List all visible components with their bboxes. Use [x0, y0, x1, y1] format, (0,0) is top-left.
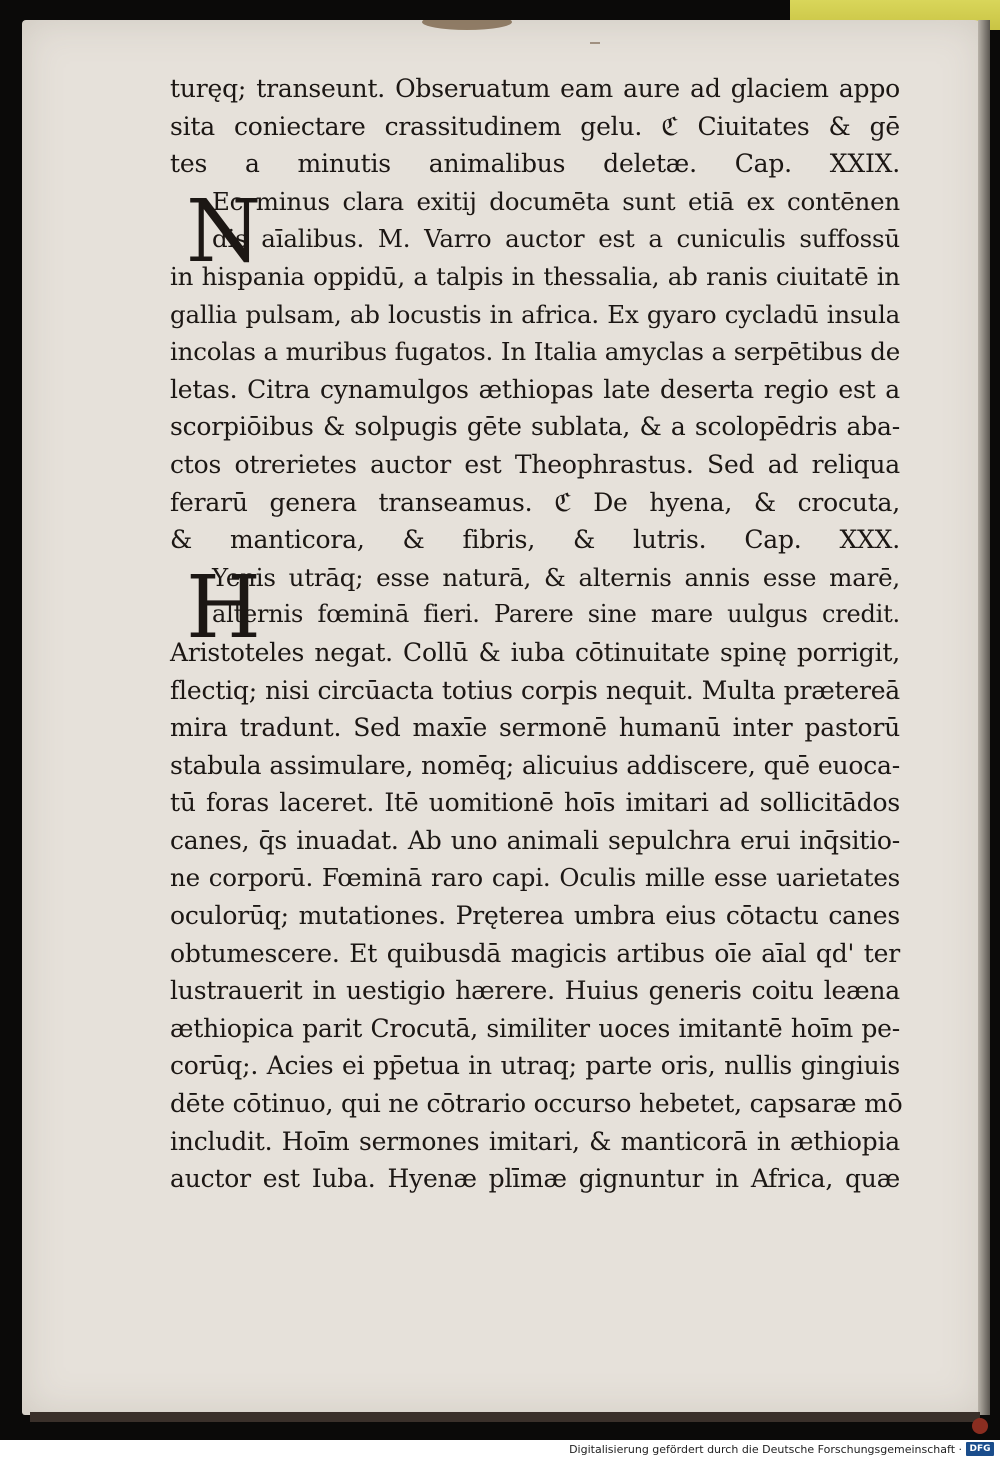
text-line: letas. Citra cynamulgos æthiopas late deserta regio est a: [170, 374, 900, 404]
text-line: Aristoteles negat. Collū & iuba cōtinuitate spinę porrigit,: [170, 637, 900, 667]
text-line: tū foras laceret. Itē uomitionē hoīs imitari ad sollicitādos: [170, 788, 900, 818]
text-line: & manticora, & fibris, & lutris. Cap. XXX.: [170, 525, 900, 555]
text-line: tes a minutis animalibus deletæ. Cap. XXIX.: [170, 149, 900, 179]
text-line: mira tradunt. Sed maxīe sermonē humanū inter pastorū: [170, 713, 900, 743]
text-line: oculorūq; mutationes. Pręterea umbra eius cōtactu canes: [170, 901, 900, 931]
red-seal-mark: [972, 1418, 988, 1434]
digitization-credit: Digitalisierung gefördert durch die Deutsche Forschungsgemeinschaft ·: [569, 1443, 962, 1456]
text-line: incolas a muribus fugatos. In Italia amyclas a serpētibus de: [170, 337, 900, 367]
footer-bar: [0, 1440, 1000, 1460]
text-line: Yenis utrāq; esse naturā, & alternis annis esse marē,: [212, 562, 900, 592]
text-line: obtumescere. Et quibusdā magicis artibus oīe aīal qd' ter: [170, 938, 900, 968]
text-line: ctos otrerietes auctor est Theophrastus. Sed ad reliqua: [170, 449, 900, 479]
text-line: corūq;. Acies ei pp̄etua in utraq; parte oris, nullis gingiuis: [170, 1051, 900, 1081]
drop-cap-n: N: [186, 182, 262, 282]
text-line: æthiopica parit Crocutā, similiter uoces imitantē hoīm pe-: [170, 1013, 900, 1043]
ink-blot: [422, 20, 512, 30]
page-edge-shadow: [978, 20, 990, 1415]
text-line: ne corporū. Fœminā raro capi. Oculis mille esse uarietates: [170, 863, 900, 893]
text-line: gallia pulsam, ab locustis in africa. Ex gyaro cycladū insula: [170, 299, 900, 329]
page-mark: [590, 42, 600, 44]
body-text: [170, 70, 903, 1198]
text-line: ferarū genera transeamus. ℭ De hyena, & crocuta,: [170, 487, 900, 517]
text-line: lustrauerit in uestigio hærere. Huius generis coitu leæna: [170, 976, 900, 1006]
text-line: alternis fœminā fieri. Parere sine mare uulgus credit.: [212, 600, 900, 629]
book-bottom-edge: [30, 1412, 980, 1422]
text-line: stabula assimulare, nomēq; alicuius addiscere, quē euoca-: [170, 750, 900, 780]
text-line: canes, q̄s inuadat. Ab uno animali sepulchra erui inq̄sitio-: [170, 825, 900, 855]
drop-cap-h: H: [186, 558, 261, 658]
text-line: Ec minus clara exitij documēta sunt etiā ex contēnen: [212, 186, 900, 216]
text-line: includit. Hoīm sermones imitari, & manticorā in æthiopia: [170, 1126, 900, 1156]
text-line: auctor est Iuba. Hyenæ plīmæ gignuntur in Africa, quæ: [170, 1164, 900, 1194]
text-line: flectiq; nisi circūacta totius corpis nequit. Multa prætereā: [170, 675, 900, 705]
text-line: turęq; transeunt. Obseruatum eam aure ad glaciem appo: [170, 74, 900, 103]
text-line: sita coniectare crassitudinem gelu. ℭ Ciuitates & gē: [170, 111, 900, 141]
text-line: dēte cōtinuo, qui ne cōtrario occurso hebetet, capsaræ mō: [170, 1089, 903, 1119]
text-line: in hispania oppidū, a talpis in thessalia, ab ranis ciuitatē in: [170, 261, 900, 291]
dfg-logo: DFG: [966, 1442, 994, 1456]
text-line: scorpiōibus & solpugis gēte sublata, & a scolopēdris aba-: [170, 412, 900, 442]
text-line: dis aīalibus. M. Varro auctor est a cuniculis suffossū: [212, 224, 900, 254]
